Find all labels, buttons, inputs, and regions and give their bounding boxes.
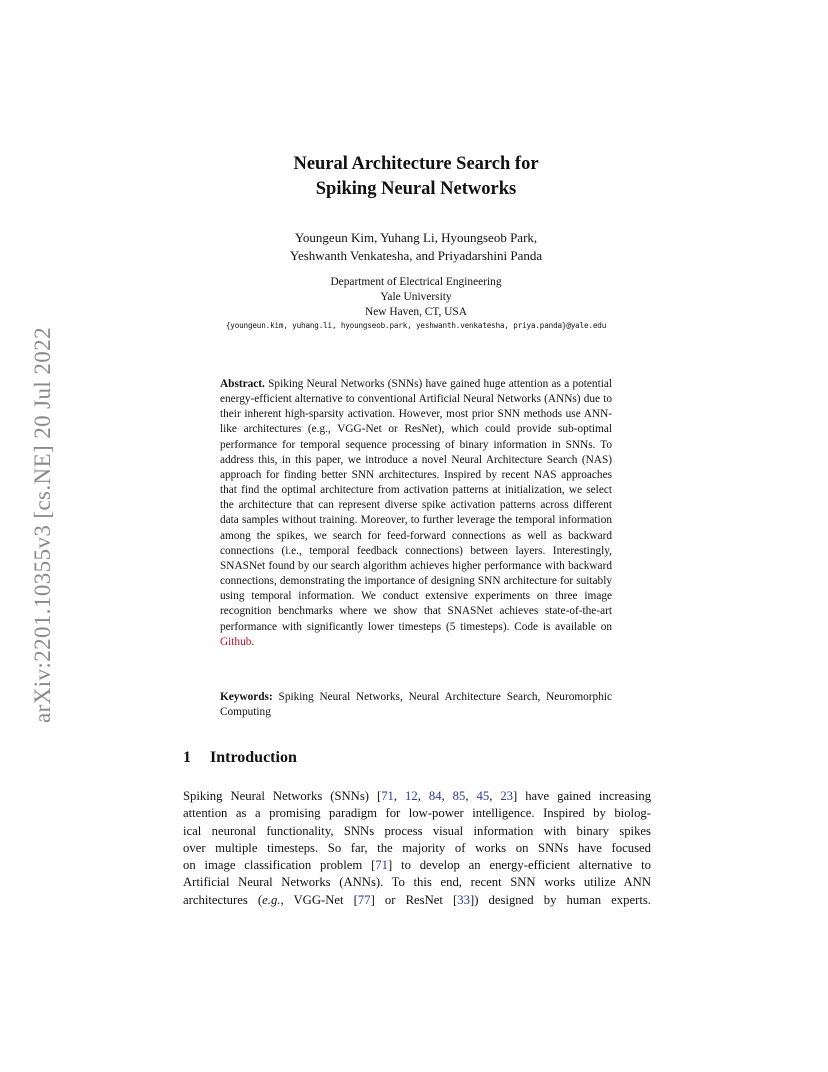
abstract-label: Abstract. — [220, 378, 265, 390]
intro-text: , — [441, 789, 453, 803]
intro-text: ] have gained increasing — [513, 789, 652, 803]
citation-link[interactable]: 23 — [500, 789, 514, 803]
intro-text: on image classification problem [ — [183, 858, 376, 873]
abstract-end: . — [251, 635, 255, 648]
authors-line-2: Yeshwanth Venkatesha, and Priyadarshini Panda — [289, 248, 543, 263]
keywords-label: Keywords: — [220, 691, 273, 703]
keywords-text: Spiking Neural Networks, Neural Architecture Search, Neuromorphic Computing — [220, 691, 612, 719]
authors-line-1: Youngeun Kim, Yuhang Li, Hyoungseob Park, — [294, 230, 538, 245]
citation-link[interactable]: 85 — [452, 789, 466, 803]
paper-title — [140, 152, 692, 202]
section-heading — [183, 749, 297, 767]
intro-line — [183, 857, 651, 874]
intro-text: ]) designed by human experts. — [469, 892, 651, 907]
intro-text: ] or ResNet [ — [370, 892, 458, 907]
author-list — [140, 229, 692, 265]
abstract-text: Spiking Neural Networks (SNNs) have gained huge attention as a potential energy-efficient alternative to conventional Artificial Neural Networks (ANNs) due to their inherent high-sparsity activation. However, most prior SNN methods use ANN-like architectures (e.g., VGG-Net or ResNet), which could provide sub-optimal performance for temporal sequence processing of binary information in SNNs. To address this, in this paper, we introduce a novel Neural Architecture Search (NAS) approach for finding better SNN architectures. Inspired by recent NAS approaches that find the optimal architecture from activation patterns at initialization, we select the architecture that can represent diverse spike activation patterns across different data samples without training. Moreover, to further leverage the temporal information among the spikes, we search for feed-forward connections as well as backward connections (i.e., temporal feedback connections) between layers. Interestingly, SNASNet found by our search algorithm achieves higher performance with backward connections, demonstrating the importance of designing SNN architecture for suitably using temporal information. We conduct extensive experiments on three image recognition benchmarks where we show that SNASNet achieves state-of-the-art performance with significantly lower timesteps (5 timesteps). Code is available on — [220, 378, 612, 633]
citation-link[interactable]: 71 — [381, 789, 394, 803]
intro-line: attention as a promising paradigm for low-power intelligence. Inspired by biolog- — [183, 806, 651, 821]
citation-link[interactable]: 12 — [405, 789, 418, 803]
intro-text: Spiking Neural Networks (SNNs) [ — [183, 789, 382, 803]
author-emails: {youngeun.kim, yuhang.li, hyoungseob.park, yeshwanth.venkatesha, priya.panda}@yale.edu — [225, 321, 607, 330]
intro-text: ] to develop an energy-efficient alternative to — [388, 858, 651, 873]
citation-link[interactable]: 84 — [428, 789, 442, 803]
citation-link[interactable]: 77 — [357, 892, 371, 907]
arxiv-identifier: arXiv:2201.10355v3 [cs.NE] 20 Jul 2022 — [30, 327, 55, 723]
intro-line: ical neuronal functionality, SNNs process visual information with binary spikes — [183, 823, 651, 838]
section-number: 1 — [183, 749, 191, 766]
intro-text: , — [465, 789, 477, 803]
citation-link[interactable]: 33 — [457, 892, 470, 907]
intro-line — [183, 892, 651, 909]
intro-text: , — [417, 789, 429, 803]
intro-line: over multiple timesteps. So far, the majority of works on SNNs have focused — [183, 840, 651, 855]
abstract — [220, 377, 612, 650]
github-link[interactable]: Github — [220, 635, 252, 648]
intro-paragraph — [183, 788, 651, 909]
affiliation-department: Department of Electrical Engineering — [330, 276, 502, 288]
title-line-2: Spiking Neural Networks — [315, 179, 517, 199]
intro-text: architectures ( — [183, 892, 263, 907]
intro-text: , — [489, 789, 501, 803]
citation-link[interactable]: 71 — [375, 858, 389, 873]
intro-text: , — [393, 789, 406, 803]
intro-text: e.g. — [262, 892, 281, 907]
intro-text: , VGG-Net [ — [280, 892, 358, 907]
citation-link[interactable]: 45 — [476, 789, 490, 803]
intro-line — [183, 788, 651, 805]
affiliation-location: New Haven, CT, USA — [365, 306, 467, 318]
intro-line: Artificial Neural Networks (ANNs). To this end, recent SNN works utilize ANN — [183, 875, 651, 890]
keywords — [220, 690, 612, 720]
affiliation — [140, 275, 692, 320]
affiliation-university: Yale University — [380, 291, 452, 303]
title-line-1: Neural Architecture Search for — [293, 154, 539, 174]
section-title: Introduction — [210, 749, 297, 766]
